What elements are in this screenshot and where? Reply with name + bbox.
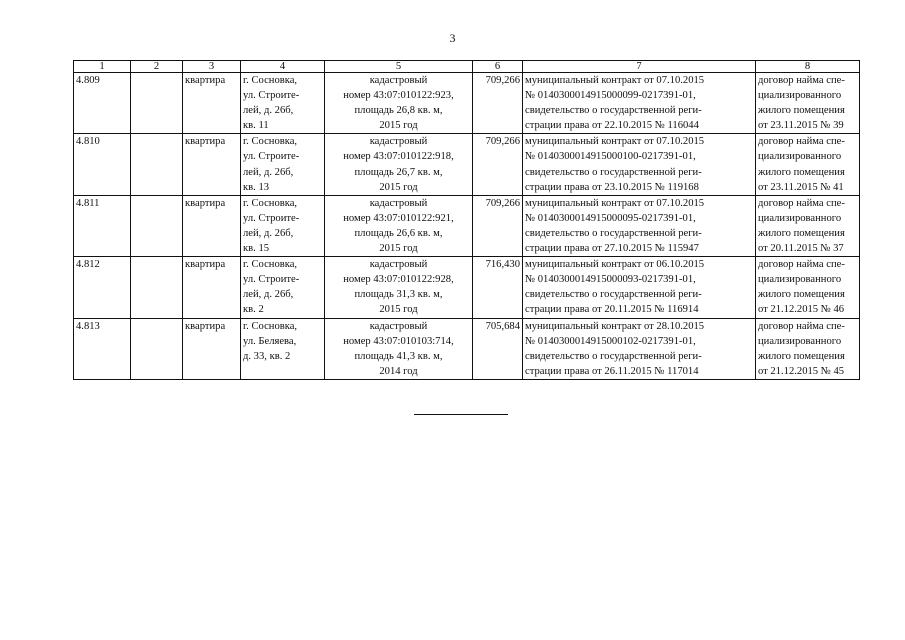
cell-cadastral-info	[325, 195, 473, 256]
property-register-table	[73, 60, 860, 380]
table-row	[74, 73, 860, 134]
cell-line: лей, д. 26б,	[243, 227, 294, 239]
cell-line: циализированного	[758, 335, 842, 347]
cell-line: свидетельство о государственной реги-	[525, 166, 702, 178]
cell-line: муниципальный контракт от 06.10.2015	[525, 259, 705, 271]
cell-line: циализированного	[758, 151, 842, 163]
cell-line: № 0140300014915000100-0217391-01,	[525, 151, 696, 163]
cell-line: г. Сосновка,	[243, 259, 298, 271]
cell-line: циализированного	[758, 274, 842, 286]
cell-value: 709,266	[473, 195, 523, 256]
cell-address	[241, 195, 325, 256]
cell-line: муниципальный контракт от 28.10.2015	[525, 320, 705, 332]
cell-line: циализированного	[758, 90, 842, 102]
cell-empty	[131, 134, 183, 195]
cell-line: кадастровый	[369, 320, 428, 332]
column-header: 6	[473, 61, 523, 73]
cell-value: 716,430	[473, 257, 523, 318]
cell-cadastral-info	[325, 134, 473, 195]
cell-address	[241, 257, 325, 318]
cell-line: № 0140300014915000099-0217391-01,	[525, 90, 696, 102]
cell-basis-documents	[523, 73, 756, 134]
cell-value: 709,266	[473, 134, 523, 195]
cell-contract	[756, 318, 860, 379]
cell-line: 2014 год	[379, 365, 418, 377]
cell-line: кадастровый	[369, 259, 428, 271]
cell-object-type: квартира	[183, 73, 241, 134]
cell-line: площадь 26,6 кв. м,	[354, 227, 443, 239]
cell-line: номер 43:07:010122:923,	[343, 90, 454, 102]
cell-line: страции права от 20.11.2015 № 116914	[525, 304, 699, 316]
cell-line: г. Сосновка,	[243, 320, 298, 332]
cell-line: ул. Беляева,	[243, 335, 297, 347]
cell-line: от 20.11.2015 № 37	[758, 243, 844, 255]
cell-line: номер 43:07:010122:928,	[343, 274, 454, 286]
cell-line: договор найма спе-	[758, 75, 845, 86]
table-row	[74, 195, 860, 256]
cell-line: от 21.12.2015 № 45	[758, 365, 845, 377]
cell-line: жилого помещения	[758, 105, 845, 117]
cell-line: кв. 11	[243, 120, 269, 132]
column-header: 7	[523, 61, 756, 73]
cell-line: г. Сосновка,	[243, 75, 298, 86]
cell-line: свидетельство о государственной реги-	[525, 227, 702, 239]
cell-line: договор найма спе-	[758, 136, 845, 148]
cell-line: циализированного	[758, 212, 842, 224]
cell-line: лей, д. 26б,	[243, 289, 294, 301]
cell-empty	[131, 73, 183, 134]
cell-object-type: квартира	[183, 257, 241, 318]
end-divider-line	[414, 414, 508, 415]
cell-line: 2015 год	[379, 181, 418, 193]
table-row	[74, 257, 860, 318]
column-header: 8	[756, 61, 860, 73]
cell-line: площадь 31,3 кв. м,	[354, 289, 443, 301]
cell-line: № 0140300014915000095-0217391-01,	[525, 212, 696, 224]
cell-line: ул. Строите-	[243, 90, 300, 102]
cell-cadastral-info	[325, 73, 473, 134]
cell-line: договор найма спе-	[758, 197, 845, 209]
column-header: 2	[131, 61, 183, 73]
cell-address	[241, 73, 325, 134]
column-header: 4	[241, 61, 325, 73]
cell-line: от 23.11.2015 № 41	[758, 181, 844, 193]
cell-empty	[131, 195, 183, 256]
cell-object-type: квартира	[183, 195, 241, 256]
cell-line: кадастровый	[369, 75, 428, 86]
cell-line: номер 43:07:010122:918,	[343, 151, 454, 163]
column-header: 3	[183, 61, 241, 73]
cell-value: 705,684	[473, 318, 523, 379]
cell-line: договор найма спе-	[758, 320, 845, 332]
cell-number: 4.812	[74, 257, 131, 318]
cell-basis-documents	[523, 318, 756, 379]
cell-number: 4.809	[74, 73, 131, 134]
cell-object-type: квартира	[183, 318, 241, 379]
cell-line: ул. Строите-	[243, 212, 300, 224]
cell-basis-documents	[523, 195, 756, 256]
cell-line: жилого помещения	[758, 227, 845, 239]
cell-number: 4.810	[74, 134, 131, 195]
cell-number: 4.811	[74, 195, 131, 256]
cell-line: жилого помещения	[758, 350, 845, 362]
cell-contract	[756, 257, 860, 318]
cell-empty	[131, 318, 183, 379]
column-header: 5	[325, 61, 473, 73]
cell-value: 709,266	[473, 73, 523, 134]
cell-cadastral-info	[325, 257, 473, 318]
cell-line: 2015 год	[379, 243, 418, 255]
cell-line: № 0140300014915000102-0217391-01,	[525, 335, 696, 347]
cell-line: д. 33, кв. 2	[243, 350, 291, 362]
cell-line: кв. 2	[243, 304, 264, 316]
cell-line: номер 43:07:010122:921,	[343, 212, 454, 224]
cell-line: жилого помещения	[758, 289, 845, 301]
cell-line: страции права от 27.10.2015 № 115947	[525, 243, 699, 255]
cell-address	[241, 134, 325, 195]
cell-basis-documents	[523, 257, 756, 318]
cell-line: № 0140300014915000093-0217391-01,	[525, 274, 696, 286]
cell-empty	[131, 257, 183, 318]
cell-line: страции права от 22.10.2015 № 116044	[525, 120, 699, 132]
cell-line: г. Сосновка,	[243, 197, 298, 209]
cell-line: ул. Строите-	[243, 274, 300, 286]
cell-line: г. Сосновка,	[243, 136, 298, 148]
cell-line: жилого помещения	[758, 166, 845, 178]
cell-line: ул. Строите-	[243, 151, 300, 163]
cell-line: от 21.12.2015 № 46	[758, 304, 845, 316]
table-row	[74, 318, 860, 379]
cell-contract	[756, 134, 860, 195]
page-number: 3	[449, 31, 456, 45]
column-header: 1	[74, 61, 131, 73]
cell-line: кв. 15	[243, 243, 270, 255]
cell-line: лей, д. 26б,	[243, 105, 294, 117]
cell-cadastral-info	[325, 318, 473, 379]
cell-line: от 23.11.2015 № 39	[758, 120, 844, 132]
cell-line: муниципальный контракт от 07.10.2015	[525, 75, 705, 86]
cell-line: свидетельство о государственной реги-	[525, 289, 702, 301]
cell-contract	[756, 195, 860, 256]
cell-object-type: квартира	[183, 134, 241, 195]
cell-line: кв. 13	[243, 181, 270, 193]
cell-line: 2015 год	[379, 304, 418, 316]
cell-line: номер 43:07:010103:714,	[343, 335, 454, 347]
cell-line: страции права от 26.11.2015 № 117014	[525, 365, 699, 377]
cell-line: лей, д. 26б,	[243, 166, 294, 178]
table-row	[74, 134, 860, 195]
header-row	[74, 61, 860, 73]
cell-line: свидетельство о государственной реги-	[525, 105, 702, 117]
cell-line: площадь 26,7 кв. м,	[354, 166, 443, 178]
cell-line: 2015 год	[379, 120, 418, 132]
cell-line: площадь 41,3 кв. м,	[354, 350, 443, 362]
cell-line: площадь 26,8 кв. м,	[354, 105, 443, 117]
cell-line: договор найма спе-	[758, 259, 845, 271]
cell-address	[241, 318, 325, 379]
cell-line: кадастровый	[369, 136, 428, 148]
cell-number: 4.813	[74, 318, 131, 379]
cell-basis-documents	[523, 134, 756, 195]
cell-line: кадастровый	[369, 197, 428, 209]
cell-contract	[756, 73, 860, 134]
cell-line: муниципальный контракт от 07.10.2015	[525, 197, 705, 209]
cell-line: свидетельство о государственной реги-	[525, 350, 702, 362]
cell-line: страции права от 23.10.2015 № 119168	[525, 181, 699, 193]
cell-line: муниципальный контракт от 07.10.2015	[525, 136, 705, 148]
